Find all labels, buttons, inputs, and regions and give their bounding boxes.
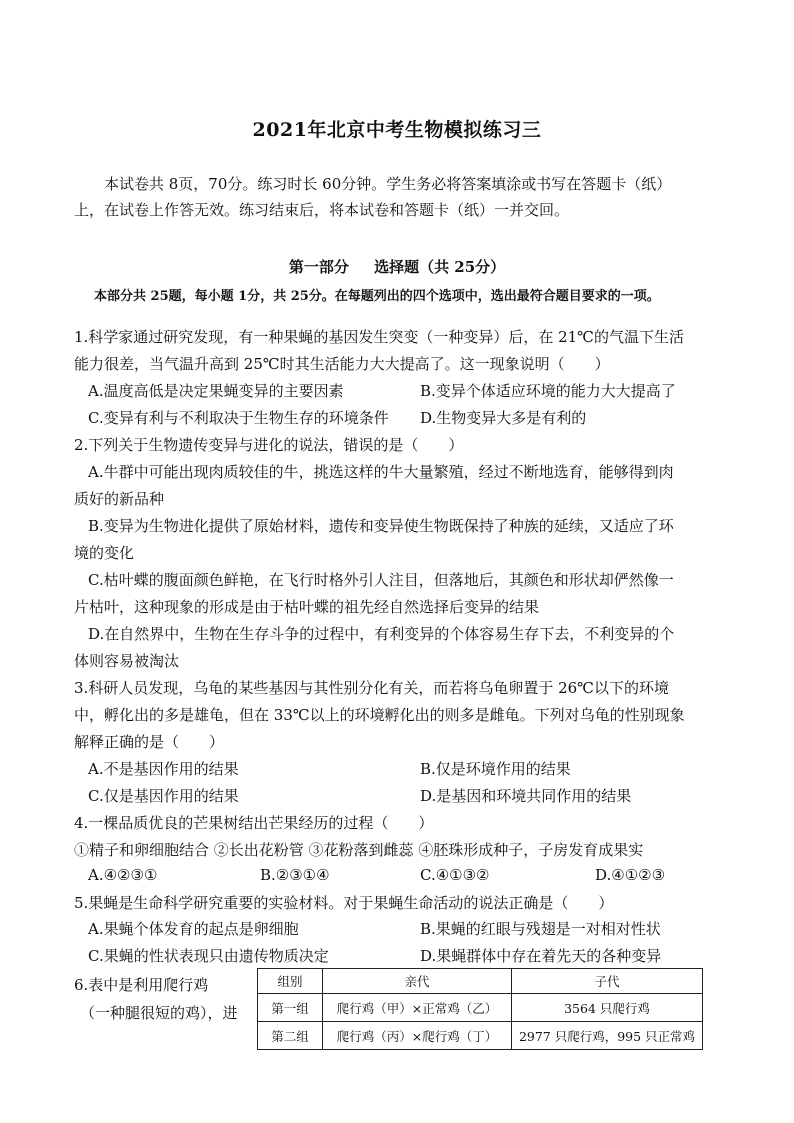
table-cell: 2977 只爬行鸡，995 只正常鸡 xyxy=(512,1022,703,1050)
q2-option-d-line-1: D.在自然界中，生物在生存斗争的过程中，有利变异的个体容易生存下去，不利变异的个 xyxy=(88,625,675,643)
q3-option-a: A.不是基因作用的结果 xyxy=(88,760,239,778)
q6-table xyxy=(257,968,703,1050)
q3-stem-line-3: 解释正确的是（ ） xyxy=(74,733,225,751)
q3-stem-line-2: 中，孵化出的多是雄龟，但在 33℃以上的环境孵化出的则多是雌龟。下列对乌龟的性别现象 xyxy=(74,706,685,724)
q4-option-a: A.④②③① xyxy=(88,866,158,884)
q4-option-d: D.④①②③ xyxy=(595,866,666,884)
q5-option-a: A.果蝇个体发育的起点是卵细胞 xyxy=(88,920,299,938)
page-title: 2021年北京中考生物模拟练习三 xyxy=(252,119,542,141)
column-header: 亲代 xyxy=(323,969,512,994)
section-instructions: 本部分共 25题，每小题 1分，共 25分。在每题列出的四个选项中，选出最符合题目要求的一项。 xyxy=(94,289,660,304)
table-row xyxy=(258,994,703,1022)
q1-option-c: C.变异有利与不利取决于生物生存的环境条件 xyxy=(88,409,389,427)
q3-stem-line-1: 3.科研人员发现，乌龟的某些基因与其性别分化有关，而若将乌龟卵置于 26℃以下的环境 xyxy=(74,679,669,697)
column-header: 组别 xyxy=(258,969,323,994)
q2-option-c-line-2: 片枯叶，这种现象的形成是由于枯叶蝶的祖先经自然选择后变异的结果 xyxy=(74,598,540,616)
q3-option-b: B.仅是环境作用的结果 xyxy=(420,760,571,778)
intro-line-1: 本试卷共 8页，70分。练习时长 60分钟。学生务必将答案填涂或书写在答题卡（纸） xyxy=(104,175,672,193)
q4-steps: ①精子和卵细胞结合 ②长出花粉管 ③花粉落到雌蕊 ④胚珠形成种子，子房发育成果实 xyxy=(74,841,644,859)
q5-stem: 5.果蝇是生命科学研究重要的实验材料。对于果蝇生命活动的说法正确是（ ） xyxy=(74,894,614,912)
q2-option-b-line-2: 境的变化 xyxy=(74,544,135,562)
q4-stem: 4.一棵品质优良的芒果树结出芒果经历的过程（ ） xyxy=(74,814,434,832)
table-cell: 爬行鸡（丙）×爬行鸡（丁） xyxy=(323,1022,512,1050)
section-heading xyxy=(0,256,794,277)
q4-option-c: C.④①③② xyxy=(420,866,490,884)
q1-stem-line-1: 1.科学家通过研究发现，有一种果蝇的基因发生突变（一种变异）后，在 21℃的气温下生活 xyxy=(74,328,684,346)
q1-option-b: B.变异个体适应环境的能力大大提高了 xyxy=(420,382,676,400)
q1-option-d: D.生物变异大多是有利的 xyxy=(420,409,587,427)
q4-option-b: B.②③①④ xyxy=(260,866,330,884)
table-header-row xyxy=(258,969,703,994)
q2-option-d-line-2: 体则容易被淘汰 xyxy=(74,652,180,670)
q5-option-c: C.果蝇的性状表现只由遗传物质决定 xyxy=(88,947,329,965)
table-cell: 第一组 xyxy=(258,994,323,1022)
column-header: 子代 xyxy=(512,969,703,994)
q3-option-d: D.是基因和环境共同作用的结果 xyxy=(420,787,632,805)
q2-stem: 2.下列关于生物遗传变异与进化的说法，错误的是（ ） xyxy=(74,436,464,454)
section-part: 第一部分 xyxy=(288,258,349,276)
table-cell: 3564 只爬行鸡 xyxy=(512,994,703,1022)
q6-stem-line-2: （一种腿很短的鸡），进 xyxy=(80,1004,238,1022)
q6-stem-line-1: 6.表中是利用爬行鸡 xyxy=(74,976,209,994)
table-row xyxy=(258,1022,703,1050)
q1-stem-line-2: 能力很差，当气温升高到 25℃时其生活能力大大提高了。这一现象说明（ ） xyxy=(74,355,610,373)
q2-option-c-line-1: C.枯叶蝶的腹面颜色鲜艳，在飞行时格外引人注目，但落地后，其颜色和形状却俨然像一 xyxy=(88,571,674,589)
q2-option-a-line-2: 质好的新品种 xyxy=(74,490,165,508)
q2-option-a-line-1: A.牛群中可能出现肉质较佳的牛，挑选这样的牛大量繁殖，经过不断地选育，能够得到肉 xyxy=(88,463,674,481)
q5-option-b: B.果蝇的红眼与残翅是一对相对性状 xyxy=(420,920,661,938)
table-cell: 爬行鸡（甲）×正常鸡（乙） xyxy=(323,994,512,1022)
table-cell: 第二组 xyxy=(258,1022,323,1050)
q5-option-d: D.果蝇群体中存在着先天的各种变异 xyxy=(420,947,662,965)
q3-option-c: C.仅是基因作用的结果 xyxy=(88,787,239,805)
intro-line-2: 上，在试卷上作答无效。练习结束后，将本试卷和答题卡（纸）一并交回。 xyxy=(74,201,570,219)
q2-option-b-line-1: B.变异为生物进化提供了原始材料，遗传和变异使生物既保持了种族的延续，又适应了环 xyxy=(88,517,674,535)
q1-option-a: A.温度高低是决定果蝇变异的主要因素 xyxy=(88,382,344,400)
section-name: 选择题（共 25分） xyxy=(374,258,506,276)
